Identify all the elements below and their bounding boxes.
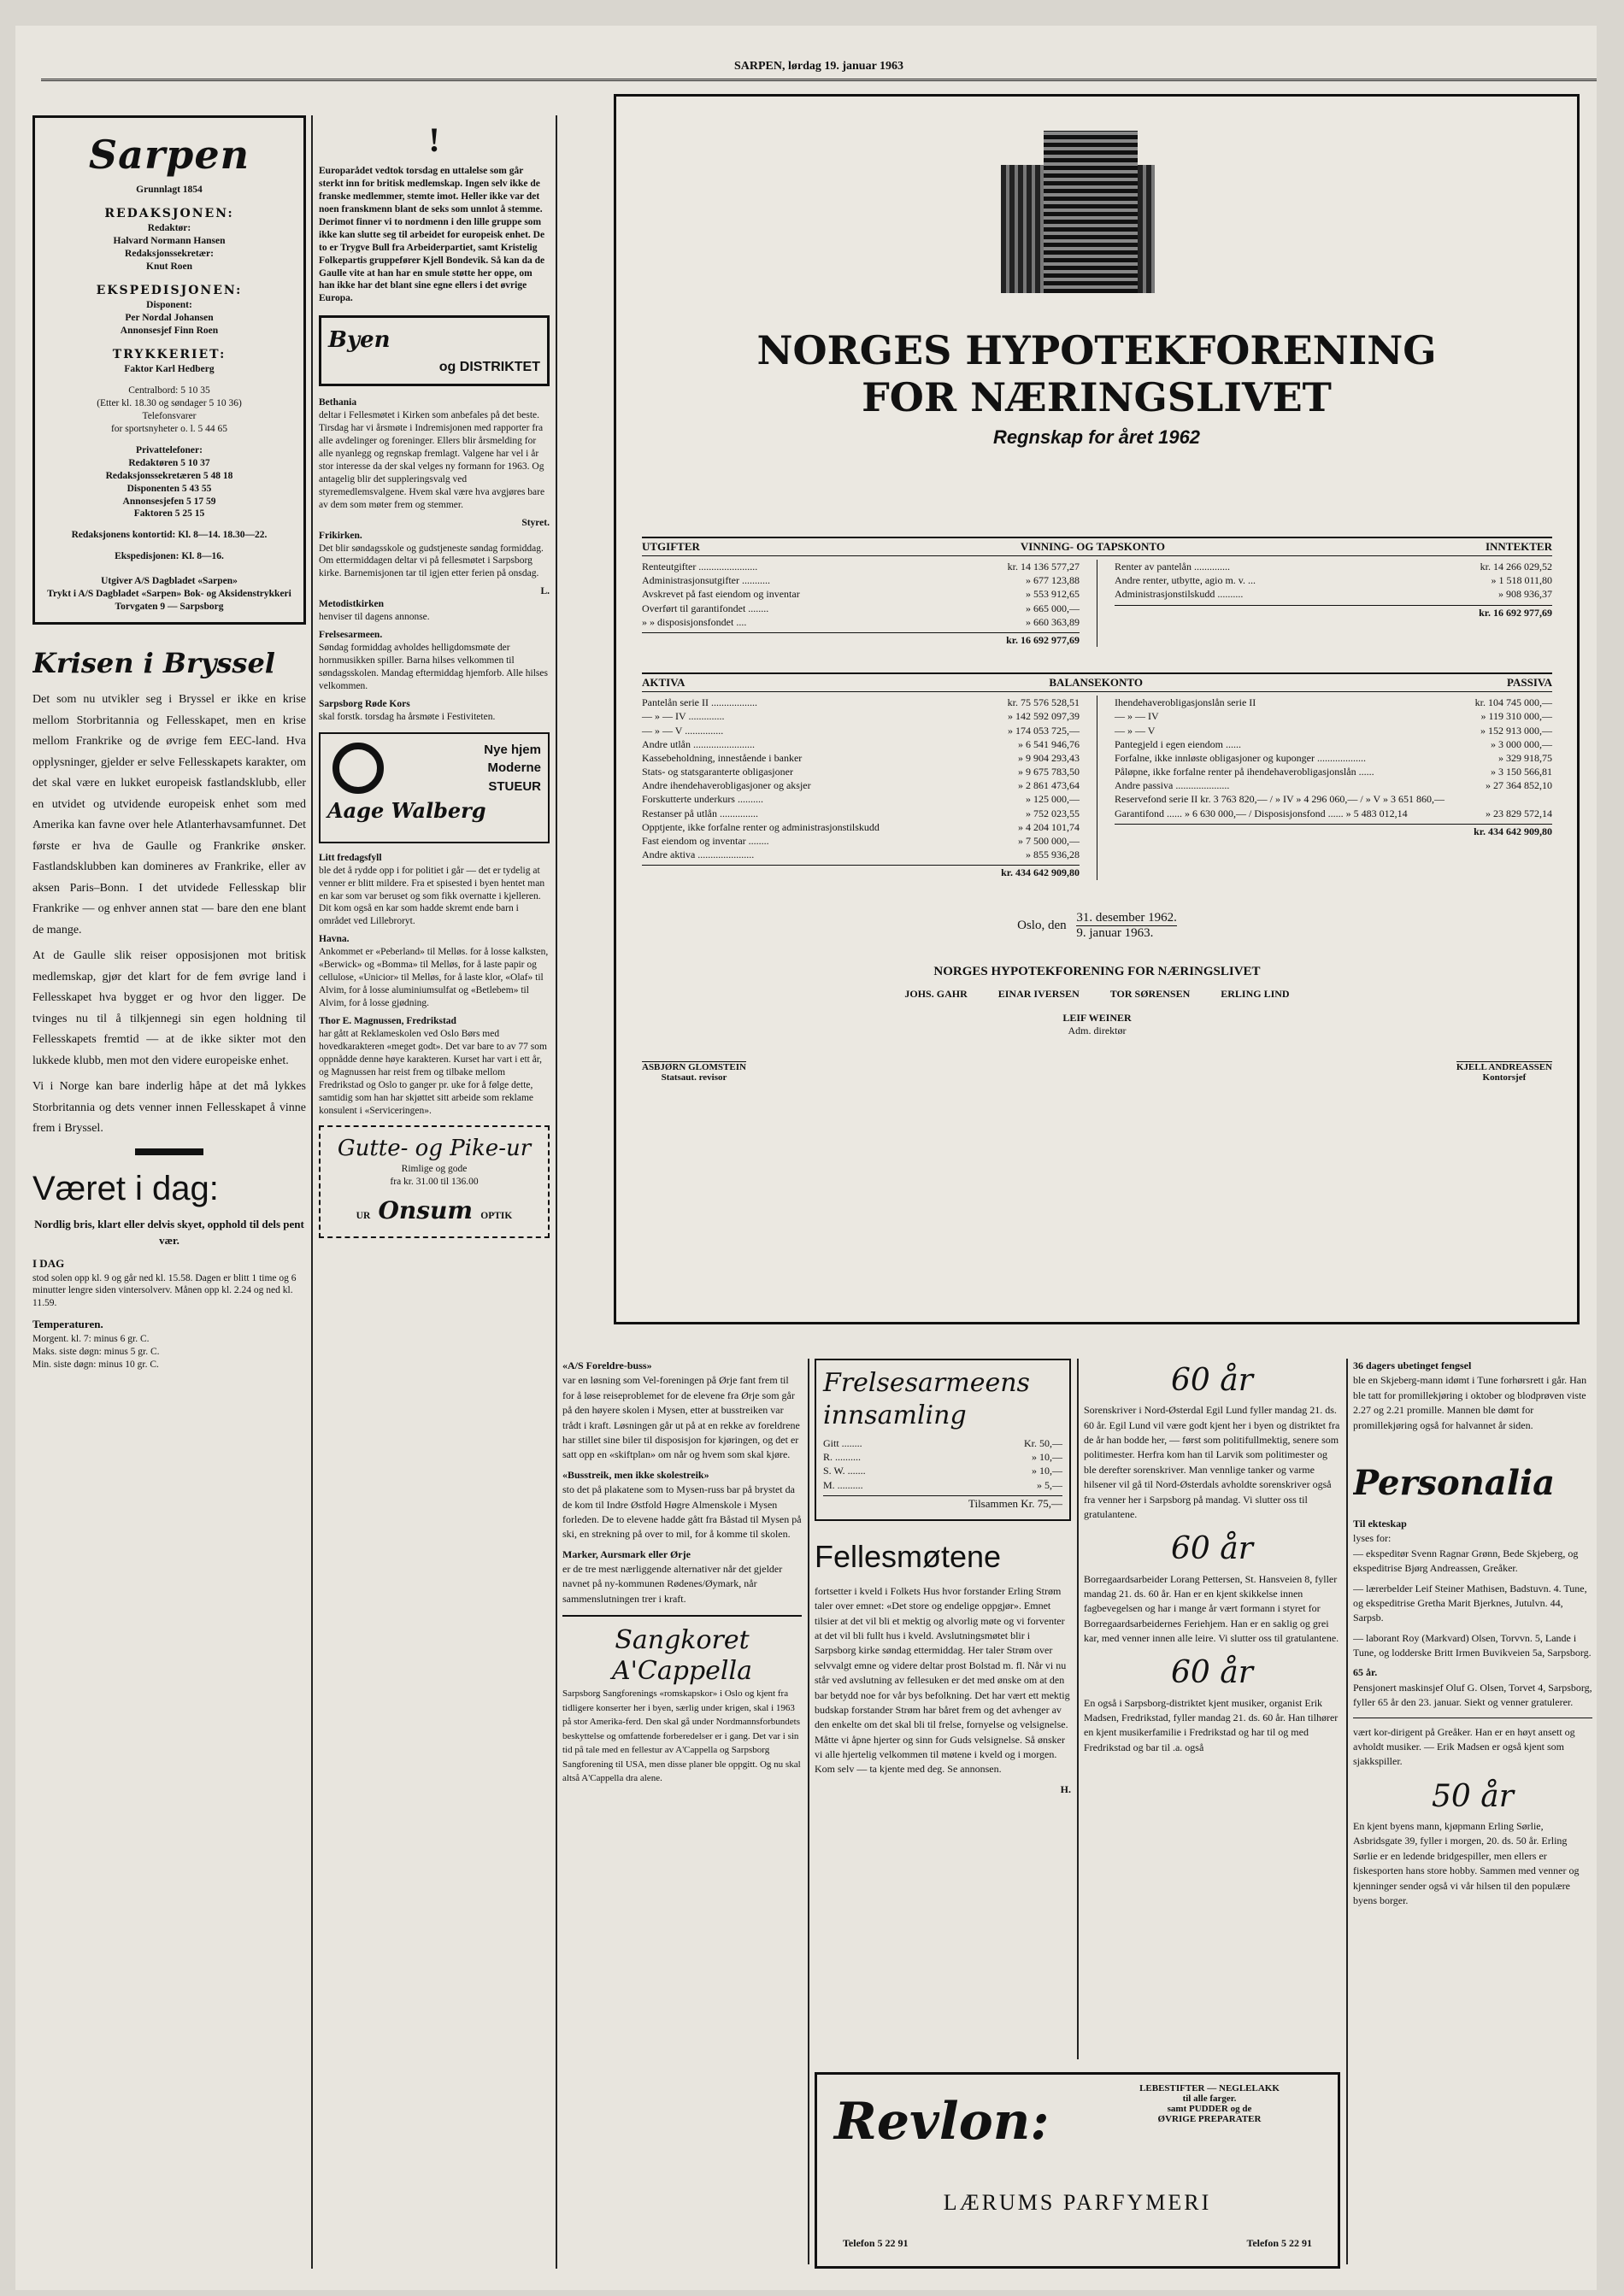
column-rule — [808, 1359, 809, 2264]
account-row — [823, 1478, 1062, 1492]
account-row — [1115, 560, 1552, 573]
account-value: » 1 518 011,80 — [1491, 574, 1552, 587]
account-row — [823, 1436, 1062, 1450]
europa-text: Europarådet vedtok torsdag en uttalelse som går sterkt inn for britisk medlemskap. Ingen selv ikke de franske medlemmer, stemte imot. Heller ikke var det noen franskmenn blant de seks som unnlot å stemme. Derimot finner vi to nordmenn i den lille gruppe som ikke kan slutte seg til arbeidet for europeisk enhet. De to er Trygve Bull fra Arbeiderpartiet, samt Kristelig Folkepartis gruppefører Kjell Bondevik. Så kan da de Gaulle vite at han har en smule støtte her oppe, om han ikke har det blant sine egne ellers i det øvrige Europa. — [319, 166, 545, 304]
account-value: » 174 053 725,— — [1008, 724, 1080, 737]
ar60-text: Borregaardsarbeider Lorang Pettersen, St. Hansveien 8, fyller mandag 21. ds. 60 år. Han er en kjent skikkelse innen fagbevegelsen og har i mange år vært formann i styret for Borregaardsarbeidernes Feriehjem. Han er en saklig og grei kar, med venner innen alle leire. Vi slutter oss til gratulantene. — [1084, 1572, 1339, 1645]
stueur-line: Moderne — [487, 760, 541, 776]
thor-heading: Thor E. Magnussen, Fredrikstad — [319, 1015, 456, 1026]
account-row — [642, 587, 1080, 601]
revlon-line: LEBESTIFTER — NEGLELAKK — [1139, 2083, 1280, 2093]
revlon-shop: LÆRUMS PARFYMERI — [943, 2190, 1212, 2215]
account-label: Overført til garantifondet ........ — [642, 602, 769, 614]
redsek: Knut Roen — [146, 261, 192, 272]
account-label: Pantelån serie II .................. — [642, 696, 757, 709]
bethania-text: deltar i Fellesmøtet i Kirken som anbefales på det beste. Tirsdag har vi årsmøte i Indremisjonen med rapporter fra alle avdelinger og foreninger. Ellers blir årsmelding for alle nyanlegg og regnskap fremlagt. Valgene har vel i år stor interesse da der skal velges ny formann for 1963. Og antagelig blir det suppleringsvalg ved styremedlemsvalgene. Hvem skal være hva avgjøres bare av dem som møter frem og stemmer. — [319, 410, 545, 510]
column-1 — [32, 115, 306, 2286]
personalia-item: — lærerbelder Leif Steiner Mathisen, Badstuvn. 4. Tune, og ekspeditrise Gretha Marit Bjerknes, Jutulvn. 44, Sarpsb. — [1353, 1582, 1587, 1624]
account-label: S. W. ....... — [823, 1465, 866, 1477]
fengsel-heading: 36 dagers ubetinget fengsel — [1353, 1359, 1472, 1371]
ar60-title: 60 år — [1171, 1655, 1253, 1691]
account-row — [642, 834, 1080, 848]
revlon-logo: Revlon: — [834, 2092, 1050, 2152]
account-row — [642, 751, 1080, 765]
frelses-innsamling-box — [815, 1359, 1071, 1521]
idag-text: stod solen opp kl. 9 og går ned kl. 15.58. Dagen er blitt 1 time og 6 minutter lengre siden vintersolverv. Månen opp kl. 2.24 og ned kl. 11.59. — [32, 1272, 297, 1309]
marker-heading: Marker, Aursmark eller Ørje — [562, 1547, 691, 1560]
disponent-label: Disponent: — [146, 299, 192, 310]
account-value: » 329 918,75 — [1498, 751, 1552, 764]
balanse-heading: BALANSEKONTO — [1049, 676, 1143, 690]
account-row — [1115, 605, 1552, 620]
account-value: » 553 912,65 — [1026, 588, 1080, 601]
trykk-title: TRYKKERIET: — [112, 347, 227, 361]
vinning-heading: VINNING- OG TAPSKONTO — [1020, 540, 1165, 553]
column-5 — [1084, 1359, 1340, 2059]
account-label: Forskutterte underkurs .......... — [642, 793, 763, 806]
column-rule — [1077, 1359, 1079, 2059]
krisen-paragraph: Det som nu utvikler seg i Bryssel er ikke en krise mellom Storbritannia og Fellesskapet, men en krise mellom Frankrike og de øvrige fem EEC-land. Hva opplysninger, gjelder er selve Fellesskapets karakter, om det skal være en lukket europeisk fastlandsklubb, eller en utvidet og utvidende europeisk enhet som med Amerika kan favne over hele Atlanterhavsamfunnet. Det første er hva de Gaulle og Frankrike ønsker. Fastlandsklubben kan domineres av Frankrike, eller av aksen Paris–Bonn. I det utvidede Fellesskap blir Frankrike — og enhver annen stat — bare den ene blant de mange. — [32, 693, 306, 937]
account-row — [642, 820, 1080, 834]
redaktor: Halvard Normann Hansen — [113, 235, 226, 246]
rodekors-text: skal forstk. torsdag ha årsmøte i Festiviteten. — [319, 711, 496, 722]
director-title: Adm. direktør — [1068, 1024, 1127, 1036]
stueur-line: Nye hjem — [484, 742, 541, 757]
account-row — [642, 737, 1080, 751]
account-row — [1115, 737, 1552, 751]
signature: H. — [1060, 1782, 1071, 1795]
temp-line: Maks. siste døgn: minus 5 gr. C. — [32, 1347, 160, 1358]
account-label: — » — V — [1115, 724, 1156, 737]
revlon-line: til alle farger. — [1182, 2093, 1237, 2104]
account-label: Stats- og statsgaranterte obligasjoner — [642, 766, 793, 778]
account-row — [1115, 709, 1552, 723]
bethania-heading: Bethania — [319, 397, 357, 408]
account-row — [642, 765, 1080, 778]
kontorsjef: KJELL ANDREASSEN — [1456, 1061, 1552, 1072]
account-value: » 125 000,— — [1026, 793, 1080, 806]
founded: Grunnlagt 1854 — [136, 184, 203, 195]
personalia-sub2: lyses for: — [1353, 1532, 1392, 1545]
frelsesarmeen-text: Søndag formiddag avholdes helligdomsmøte der hornmusikken spiller. Barna hilses velkommen til søndagsskolen. Mandag eftermiddag hjemforb. Alle hilses velkommen. — [319, 643, 548, 691]
signer: ERLING LIND — [1221, 987, 1290, 1000]
personalia-cont: vært kor-dirigent på Greåker. Han er en høyt ansett og avholdt musiker. — Erik Madsen er også kjent som sjakkspiller. — [1353, 1725, 1575, 1768]
fengsel-text: ble en Skjeberg-mann idømt i Tune forhørsrett i går. Han ble tatt for promillekjøring i oktober og blodprøven viste 2.27 og 2.21 promille. Mannen ble dømt for promillekjøring også for halvannet år siden. — [1353, 1374, 1587, 1431]
column-2 — [319, 115, 550, 2286]
column-rule — [1346, 1359, 1348, 2264]
masthead-box — [32, 115, 306, 625]
newspaper-page — [15, 26, 1597, 2290]
ar65-text: Pensjonert maskinsjef Oluf G. Olsen, Torvet 4, Sarpsborg, fyller 65 år den 23. januar. Siekt og venner gratulerer. — [1353, 1681, 1592, 1709]
weather-title: Været i dag: — [32, 1169, 219, 1207]
trykt: Trykt i A/S Dagbladet «Sarpen» Bok- og Aksidenstrykkeri — [47, 589, 291, 600]
fredag-heading: Litt fredagsfyll — [319, 852, 382, 863]
regnskap-title: Regnskap for året 1962 — [992, 426, 1201, 449]
date-line: 9. januar 1963. — [1076, 925, 1154, 940]
ar60-text: Sorenskriver i Nord-Østerdal Egil Lund fyller mandag 21. ds. 60 år. Egil Lund vil være godt kjent her i byen og distriktet fra de år han bodde her, — først som politifullmektig, senere som politimester. Herfra kom han til Larvik som politimester og ble derefter sorenskriver. Man vennlige tanker og varme hilsener vil gå til Nord-Østerdals avholdte sorenskriver også fra venner her i Sarpsborg på mandag. Vi slutter oss til gratulantene. — [1084, 1404, 1340, 1520]
revisor: ASBJØRN GLOMSTEIN — [642, 1061, 746, 1072]
temp-line: Min. siste døgn: minus 10 gr. C. — [32, 1359, 159, 1371]
sangkoret-text: Sarpsborg Sangforenings «romskapskor» i Oslo og kjent fra tidligere konserter her i byen, særlig under krigen, skal i 1963 på stor Amerika-ferd. Den skal gå under Nordmannsforbundets beskyttelse og omfattende forberedelser er i gang. Det var i sin tid på tale med en fellestur av A'Cappella og Sarpsborg Sangforening til USA, men disse planer ble oppgitt. Og nu skal altså A'Cappella dra alene. — [562, 1688, 801, 1784]
account-label: Renter av pantelån .............. — [1115, 561, 1230, 573]
gutte-suffix: OPTIK — [480, 1210, 513, 1221]
weather-text: Nordlig bris, klart eller delvis skyet, opphold til dels pent vær. — [34, 1217, 304, 1247]
signer: EINAR IVERSEN — [997, 987, 1080, 1000]
date-line: 31. desember 1962. — [1076, 910, 1177, 925]
rodekors-heading: Sarpsborg Røde Kors — [319, 698, 410, 709]
gutte-prefix: UR — [356, 1210, 371, 1221]
account-row — [823, 1450, 1062, 1464]
account-label: Fast eiendom og inventar ........ — [642, 835, 769, 847]
private-phone: Redaksjonssekretæren 5 48 18 — [105, 470, 233, 481]
metodist-heading: Metodistkirken — [319, 599, 385, 610]
private-title: Privattelefoner: — [136, 444, 203, 455]
account-row — [642, 573, 1080, 587]
havna-heading: Havna. — [319, 934, 350, 945]
account-value: » 6 541 946,76 — [1018, 737, 1080, 750]
phone-line: Telefonsvarer — [142, 410, 197, 421]
account-value: » 10,— — [1032, 1465, 1062, 1477]
idag-title: I DAG — [32, 1256, 65, 1270]
account-row — [1115, 824, 1552, 838]
utgiver: Utgiver A/S Dagbladet «Sarpen» — [101, 576, 238, 587]
havna-text: Ankommet er «Peberland» til Melløs. for å losse kalksten, «Berwick» og «Bomma» til Melløs, for å laste papir og cellulose, «Unicior» til Melløs, for å laste klor, «Olaf» til Alvim, for å losse aluminiumsulfat og «Betlebem» til Alvim, for å losse gjødning. — [319, 947, 549, 1008]
account-value: kr. 434 642 909,80 — [1001, 866, 1080, 879]
masthead-name: Sarpen — [88, 132, 250, 178]
signer: TOR SØRENSEN — [1109, 987, 1191, 1000]
account-value: » 660 363,89 — [1026, 615, 1080, 628]
gutte-title: Gutte- og Pike-ur — [337, 1136, 532, 1162]
redaktor-label: Redaktør: — [147, 222, 191, 233]
account-label: Reservefond serie II kr. 3 763 820,— / » IV » 4 296 060,— / » V » 3 651 860,— — [1115, 793, 1445, 806]
byen-title: Byen — [328, 327, 391, 354]
marker-text: er de tre mest nærliggende alternativer når det gjelder navnet på ny-kommunen Rødenes/Øymark, når sammenslutningen trer i kraft. — [562, 1563, 783, 1605]
signature: Styret. — [521, 517, 550, 528]
personalia-sub: Til ekteskap — [1353, 1517, 1407, 1530]
stueur-line: STUEUR — [488, 779, 541, 795]
account-row — [1115, 792, 1552, 806]
account-row — [642, 696, 1080, 709]
clock-icon — [332, 743, 384, 794]
account-value: kr. 14 266 029,52 — [1480, 561, 1552, 573]
fellesmotene-title: Fellesmøtene — [815, 1538, 1002, 1574]
ar50-text: En kjent byens mann, kjøpmann Erling Sørlie, Asbridsgate 39, fyller i morgen, 20. ds. 50 år. Erling Sørlie er en ledende bridgespiller, men ellers er fiskesporten hans store hobby. Sammen med venner og kjenninger sender også vi vår hilsen til den populære byens borger. — [1353, 1820, 1580, 1906]
phone-line: (Etter kl. 18.30 og søndager 5 10 36) — [97, 397, 242, 408]
account-value: kr. 75 576 528,51 — [1007, 696, 1080, 709]
account-value: » 9 904 293,43 — [1018, 751, 1080, 764]
ar60-text: En også i Sarpsborg-distriktet kjent musiker, organist Erik Madsen, Fredrikstad, fyller mandag 21. ds. 60 år. Han tilhører en kjent musikerfamilie i Fredrikstad og har til og med Fredrikstad og bar til .a. også — [1084, 1696, 1339, 1753]
account-value: » 3 000 000,— — [1491, 737, 1552, 750]
krisen-paragraph: At de Gaulle slik reiser opposisjonen mot britisk medlemskap, gjør det klart for de fem øvrige land i Fellesskapet hva bygget er og hvor den ligger. De tvinges nu til å tilkjennegi sin egen holdning til Fellesskapets fremtid — at de ikke sikter mot den lukkede klubb, men mot den videre europeiske enhet. — [32, 949, 306, 1067]
streik-text: sto det på plakatene som to Mysen-russ bar på brystet da de kom til Indre Østfold Høgre Almenskole i Mysen forleden. De to elevene hadde gått fra Båstad til Mysen på ski, en strekning på over to mil, for å komme til skolen. — [562, 1483, 802, 1541]
account-value: kr. 104 745 000,— — [1474, 696, 1552, 709]
ar60-title: 60 år — [1171, 1531, 1253, 1567]
column-rule — [311, 115, 313, 2269]
private-phone: Disponenten 5 43 55 — [127, 483, 212, 494]
fredag-text: ble det å rydde opp i for politiet i går — det er tydelig at venner er blitt mildere. Fra et spisested i byen hentet man en kar som var beruset og som fikk overnatte i kjelleren. Dit kom også en kar som hadde skremt ende barn i området ved Lillebroryt. — [319, 865, 545, 927]
account-label: Avskrevet på fast eiendom og inventar — [642, 588, 800, 601]
phone-line: Centralbord: 5 10 35 — [128, 385, 210, 396]
eksp-title: EKSPEDISJONEN: — [96, 283, 243, 297]
personalia-title: Personalia — [1353, 1462, 1556, 1503]
account-value: » 119 310 000,— — [1480, 710, 1552, 723]
account-row — [642, 709, 1080, 723]
account-value: kr. 16 692 977,69 — [1479, 606, 1552, 619]
building-illustration — [967, 114, 1189, 310]
account-label: Administrasjonstilskudd .......... — [1115, 588, 1244, 601]
divider — [562, 1615, 802, 1617]
account-value: » 27 364 852,10 — [1486, 779, 1552, 792]
ar65-heading: 65 år. — [1353, 1666, 1378, 1679]
account-label — [1115, 825, 1468, 838]
account-label: Restanser på utlån ............... — [642, 807, 758, 819]
frikirken-text: Det blir søndagsskole og gudstjeneste søndag formiddag. Om ettermiddagen deltar vi på fellesmøtet i Sarpsborg kirke. Barnemisjonen tar til igjen etter ferien på onsdag. — [319, 543, 544, 579]
account-row — [823, 1464, 1062, 1477]
dateline: SARPEN, lørdag 19. januar 1963 — [41, 60, 1597, 81]
account-label: Andre utlån ........................ — [642, 737, 755, 750]
director: LEIF WEINER — [1062, 1011, 1132, 1024]
personalia-item: — ekspeditør Svenn Ragnar Grønn, Bede Skjeberg, og ekspeditrise Bjørg Andreassen, Greåker. — [1353, 1547, 1579, 1575]
account-row — [1115, 573, 1552, 587]
account-value: kr. 434 642 909,80 — [1474, 825, 1552, 837]
revlon-ad — [815, 2072, 1340, 2269]
thor-text: har gått at Reklameskolen ved Oslo Børs med hovedkarakteren «meget godt». Det var bare to av 77 som oppnådde denne høye karakteren. Kurset har vart i ett år, og Magnussen har reist frem og tilbake mellom Fredrikstad og Oslo to ganger pr. uke for å følge dette, samtidig som han har skjøttet sitt arbeide som reklame konsulent i «Serviceringen». — [319, 1028, 547, 1116]
account-label: Garantifond ...... » 6 630 000,— / Disposisjonsfond ...... » 5 483 012,14 — [1115, 807, 1408, 819]
account-value: » 10,— — [1032, 1451, 1062, 1464]
column-4 — [815, 1359, 1071, 2008]
private-phone: Faktoren 5 25 15 — [133, 508, 205, 520]
account-label: » » disposisjonsfondet .... — [642, 615, 747, 628]
disponent: Per Nordal Johansen — [125, 312, 214, 323]
onsum-logo: Onsum — [378, 1195, 474, 1224]
redaksjonen-title: REDAKSJONEN: — [104, 206, 234, 220]
byen-logo — [319, 315, 550, 386]
account-value: » 4 204 101,74 — [1018, 820, 1080, 833]
sangkoret-title: Sangkoret A'Cappella — [612, 1625, 752, 1687]
account-label — [642, 633, 1001, 647]
account-label: — » — IV .............. — [642, 710, 725, 723]
divider — [135, 1148, 203, 1155]
personalia-item: — laborant Roy (Markvard) Olsen, Torvvn. 5, Lande i Tune, og lodderske Britt Irmen Buvikveien 5a, Sarpsborg. — [1353, 1631, 1592, 1659]
account-label: — » — IV — [1115, 710, 1159, 723]
account-value: » 908 936,37 — [1498, 588, 1552, 601]
revisor-title: Statsaut. revisor — [661, 1072, 727, 1083]
frelsesarmeen-heading: Frelsesarmeen. — [319, 630, 383, 641]
account-value: » 752 023,55 — [1026, 807, 1080, 819]
revlon-line: samt PUDDER og de — [1167, 2104, 1252, 2114]
column-3 — [562, 1359, 802, 2281]
account-label: Opptjente, ikke forfalne renter og administrasjonstilskudd — [642, 820, 880, 833]
account-row — [642, 724, 1080, 737]
account-row — [1115, 696, 1552, 709]
ar60-title: 60 år — [1171, 1363, 1253, 1398]
signer: JOHS. GAHR — [904, 987, 968, 1000]
faktor: Faktor Karl Hedberg — [124, 364, 215, 375]
frelses-total: Tilsammen Kr. 75,— — [823, 1495, 1062, 1512]
byen-sub: og DISTRIKTET — [438, 360, 540, 374]
frelses-title: Frelsesarmeens innsamling — [823, 1368, 1030, 1430]
kontorsjef-title: Kontorsjef — [1482, 1072, 1527, 1083]
fellesmotene-text: fortsetter i kveld i Folkets Hus hvor forstander Erling Strøm taler over emnet: «Det store og endelige oppgjør». Emnet tilsier at det vil bli et mektig og alvorlig møte og vi forventer at det vil bli fullt hus i kveld. Avslutningsmøtet blir i Sarpsborg kirke søndag ettermiddag. Her taler Strøm over selvvalgt emne og videre deltar prost Bolstad m. fl. Når vi nu står ved avslutning av fellesuken er det med ønske om at den bar betydd noe for vår bys befolkning. Det har vært ett mektig budskap forstander Strøm har båret frem og det avhenger av den enkelte om det skal bli til frelse, fornyelse og velsignelse. Måtte vi åpne hjerter og sinn for Guds velsignelse. Så ønsker vi alle hjertelig velkommen til møtene i kveld og i morgen. Kom selv — ta kjente med deg. Se annonsen. — [815, 1584, 1070, 1776]
account-value: » 2 861 473,64 — [1018, 779, 1080, 792]
column-6 — [1353, 1359, 1592, 2281]
account-value: » 5,— — [1037, 1478, 1062, 1491]
stueur-ad — [319, 732, 550, 843]
utgifter-heading: UTGIFTER — [642, 540, 700, 553]
account-row — [642, 615, 1080, 629]
buss-text: var en løsning som Vel-foreningen på Ørje fant frem til for å løse reiseproblemet for de elevene fra Ørje som går på den høyere skolen i Mysen, etter at busstreiken var trådt i kraft. Løsningen går ut på at en rekke av foreldrene har stillet sine biler til disposisjon for kjøringen, og det er satt opp en «skiftplan» om når og hvem som skal kjøre. — [562, 1374, 800, 1461]
revlon-phone: Telefon 5 22 91 — [843, 2237, 909, 2249]
exclaim: ! — [428, 120, 440, 159]
temp-line: Morgent. kl. 7: minus 6 gr. C. — [32, 1334, 150, 1345]
company-title-2: FOR NÆRINGSLIVET — [862, 374, 1332, 421]
gutte-pike-ad — [319, 1125, 550, 1238]
account-value: » 7 500 000,— — [1018, 835, 1080, 847]
ar50-title: 50 år — [1432, 1778, 1514, 1814]
account-label: Renteutgifter ....................... — [642, 561, 758, 573]
account-label: Administrasjonsutgifter ........... — [642, 574, 770, 587]
account-row — [1115, 724, 1552, 737]
account-value: kr. 14 136 577,27 — [1007, 561, 1080, 573]
buss-heading: «A/S Foreldre-buss» — [562, 1359, 652, 1371]
krisen-paragraph: Vi i Norge kan bare inderlig håpe at det må lykkes Storbritannia og dets venner innen Fellesskapet å vinne frem i Bryssel. — [32, 1080, 306, 1136]
passiva-heading: PASSIVA — [1507, 676, 1552, 690]
redsek-label: Redaksjonssekretær: — [125, 248, 214, 259]
account-value: » 142 592 097,39 — [1008, 710, 1080, 723]
inntekter-heading: INNTEKTER — [1485, 540, 1552, 553]
org-name: NORGES HYPOTEKFORENING FOR NÆRINGSLIVET — [933, 964, 1261, 978]
column-rule — [556, 115, 557, 2269]
phone-line: for sportsnyheter o. l. 5 44 65 — [110, 423, 228, 434]
temp-title: Temperaturen. — [32, 1318, 103, 1331]
revlon-line: ØVRIGE PREPARATER — [1157, 2114, 1262, 2124]
aktiva-heading: AKTIVA — [642, 676, 685, 690]
account-label — [642, 866, 996, 879]
account-label: Ihendehaverobligasjonslån serie II — [1115, 696, 1256, 709]
account-row — [1115, 807, 1552, 820]
account-row — [1115, 587, 1552, 601]
gutte-price: fra kr. 31.00 til 136.00 — [390, 1176, 479, 1187]
account-value: Kr. 50,— — [1024, 1437, 1062, 1449]
account-label: R. .......... — [823, 1451, 862, 1464]
account-value: » 3 150 566,81 — [1491, 766, 1552, 778]
adresse: Torvgaten 9 — Sarpsborg — [115, 602, 224, 613]
balance-ad — [614, 94, 1580, 1324]
account-row — [642, 778, 1080, 792]
account-row — [642, 602, 1080, 615]
account-row — [642, 807, 1080, 820]
metodist-text: henviser til dagens annonse. — [319, 612, 430, 623]
account-label: Andre ihendehaverobligasjoner og aksjer — [642, 779, 811, 792]
date-place: Oslo, den — [1017, 918, 1067, 932]
gutte-sub: Rimlige og gode — [401, 1163, 468, 1174]
account-label: Andre passiva ..................... — [1115, 779, 1230, 792]
account-row — [642, 792, 1080, 806]
account-value: kr. 16 692 977,69 — [1006, 633, 1080, 646]
kontortid: Redaksjonens kontortid: Kl. 8—14. 18.30—22. — [71, 530, 268, 541]
account-label: Gitt ........ — [823, 1437, 862, 1449]
frikirken-heading: Frikirken. — [319, 530, 362, 541]
account-value: » 665 000,— — [1026, 602, 1080, 614]
account-label: M. .......... — [823, 1478, 863, 1491]
account-row — [642, 865, 1080, 879]
private-phone: Redaktøren 5 10 37 — [128, 457, 210, 468]
company-title: NORGES HYPOTEKFORENING — [756, 327, 1437, 373]
account-label: Pantegjeld i egen eiendom ...... — [1115, 737, 1241, 750]
signature: L. — [540, 586, 550, 597]
krisen-title: Krisen i Bryssel — [32, 647, 275, 680]
stueur-brand: Aage Walberg — [327, 797, 486, 823]
account-label: Påløpne, ikke forfalne renter på ihendehaverobligasjonslån ...... — [1115, 766, 1374, 778]
private-phone: Annonsesjefen 5 17 59 — [122, 496, 216, 507]
account-row — [1115, 765, 1552, 778]
account-label: Andre renter, utbytte, agio m. v. ... — [1115, 574, 1256, 587]
account-value: » 9 675 783,50 — [1018, 766, 1080, 778]
revlon-phone: Telefon 5 22 91 — [1246, 2237, 1312, 2249]
account-label: Forfalne, ikke innløste obligasjoner og kuponger ................... — [1115, 751, 1366, 764]
account-row — [642, 632, 1080, 647]
account-value: » 677 123,88 — [1026, 574, 1080, 587]
account-value: » 152 913 000,— — [1480, 724, 1552, 737]
account-value: » 855 936,28 — [1026, 849, 1080, 861]
account-row — [1115, 778, 1552, 792]
account-row — [642, 560, 1080, 573]
account-label: Kassebeholdning, innestående i banker — [642, 751, 803, 764]
account-value: » 23 829 572,14 — [1486, 807, 1552, 819]
streik-heading: «Busstreik, men ikke skolestreik» — [562, 1468, 709, 1481]
account-row — [642, 848, 1080, 861]
account-row — [1115, 751, 1552, 765]
annonse: Annonsesjef Finn Roen — [120, 325, 219, 336]
account-label: Andre aktiva ...................... — [642, 849, 755, 861]
account-label: — » — V ............... — [642, 724, 724, 737]
eksp-tid: Ekspedisjonen: Kl. 8—16. — [115, 551, 224, 562]
account-label — [1115, 606, 1474, 620]
